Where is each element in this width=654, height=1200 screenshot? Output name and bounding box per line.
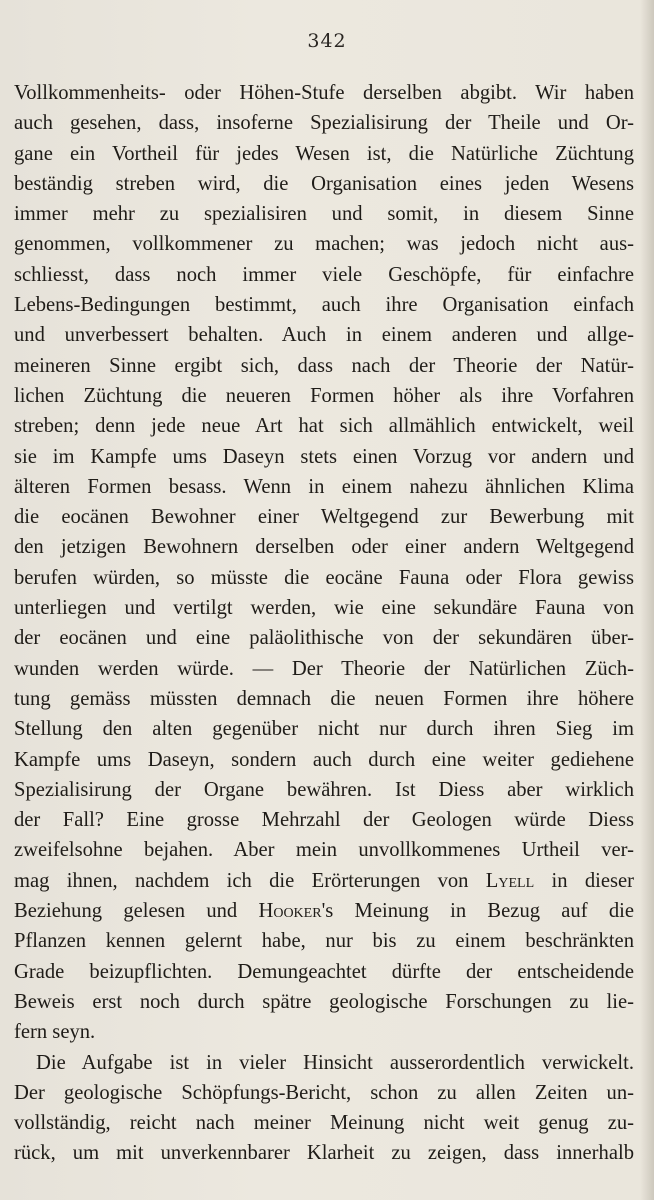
text-line: zweifelsohne bejahen. Aber mein unvollkommenes Urtheil ver- bbox=[14, 839, 634, 862]
text-line: der eocänen und eine paläolithische von der sekundären über- bbox=[14, 627, 634, 650]
text-line-paragraph-end: fern seyn. bbox=[14, 1021, 96, 1044]
text-fragment: mag ihnen, nachdem ich die Erörterungen von bbox=[14, 869, 486, 892]
text-line: Kampfe ums Daseyn, sondern auch durch eine weiter gediehene bbox=[14, 748, 634, 771]
text-line: Spezialisirung der Organe bewähren. Ist Diess aber wirklich bbox=[14, 778, 634, 801]
text-line: und unverbessert behalten. Auch in einem anderen und allge- bbox=[14, 324, 634, 347]
text-fragment: Beziehung gelesen und bbox=[14, 900, 259, 923]
text-line: wunden werden würde. — Der Theorie der Natürlichen Züch- bbox=[14, 657, 634, 680]
text-line: die eocänen Bewohner einer Weltgegend zur Bewerbung mit bbox=[14, 506, 634, 529]
text-line: älteren Formen besass. Wenn in einem nahezu ähnlichen Klima bbox=[14, 475, 634, 498]
text-line: sie im Kampfe ums Daseyn stets einen Vorzug vor andern und bbox=[14, 445, 634, 468]
text-line-paragraph-start: Die Aufgabe ist in vieler Hinsicht ausserordentlich verwickelt. bbox=[36, 1051, 634, 1074]
text-line: Beweis erst noch durch spätre geologische Forschungen zu lie- bbox=[14, 990, 634, 1013]
text-line: auch gesehen, dass, insoferne Spezialisirung der Theile und Or- bbox=[14, 112, 634, 135]
page-number: 342 bbox=[307, 30, 347, 52]
text-line: Lebens-Bedingungen bestimmt, auch ihre Organisation einfach bbox=[14, 294, 634, 317]
text-line: berufen würden, so müsste die eocäne Fauna oder Flora gewiss bbox=[14, 566, 634, 589]
text-line: streben; denn jede neue Art hat sich allmählich entwickelt, weil bbox=[14, 415, 634, 438]
text-line: Grade beizupflichten. Demungeachtet dürfte der entscheidende bbox=[14, 960, 634, 983]
text-line: vollständig, reicht nach meiner Meinung nicht weit genug zu- bbox=[14, 1112, 634, 1135]
author-name-lyell: Lyell bbox=[485, 869, 535, 892]
text-fragment: in dieser bbox=[534, 869, 634, 892]
text-line: schliesst, dass noch immer viele Geschöpfe, für einfachre bbox=[14, 263, 634, 286]
text-line: Stellung den alten gegenüber nicht nur durch ihren Sieg im bbox=[14, 718, 634, 741]
text-line: immer mehr zu spezialisiren und somit, in diesem Sinne bbox=[14, 203, 634, 226]
text-line: beständig streben wird, die Organisation eines jeden Wesens bbox=[14, 172, 634, 195]
text-line: gane ein Vortheil für jedes Wesen ist, die Natürliche Züchtung bbox=[14, 142, 634, 165]
text-line: rück, um mit unverkennbarer Klarheit zu zeigen, dass innerhalb bbox=[14, 1142, 634, 1165]
text-line: lichen Züchtung die neueren Formen höher als ihre Vorfahren bbox=[14, 384, 634, 407]
text-line: meineren Sinne ergibt sich, dass nach der Theorie der Natür- bbox=[14, 354, 634, 377]
text-line: genommen, vollkommener zu machen; was jedoch nicht aus- bbox=[14, 233, 634, 256]
text-line: der Fall? Eine grosse Mehrzahl der Geologen würde Diess bbox=[14, 809, 634, 832]
text-line: Der geologische Schöpfungs-Bericht, schon zu allen Zeiten un- bbox=[14, 1081, 634, 1104]
text-line: den jetzigen Bewohnern derselben oder einer andern Weltgegend bbox=[14, 536, 634, 559]
text-line: tung gemäss müssten demnach die neuen Formen ihre höhere bbox=[14, 687, 634, 710]
text-line: unterliegen und vertilgt werden, wie eine sekundäre Fauna von bbox=[14, 597, 634, 620]
text-line-hooker bbox=[14, 896, 634, 926]
text-fragment: 's Meinung in Bezug auf die bbox=[321, 900, 634, 923]
text-line: Vollkommenheits- oder Höhen-Stufe derselben abgibt. Wir haben bbox=[14, 82, 634, 104]
author-name-hooker: Hooker bbox=[258, 900, 322, 923]
text-line-lyell bbox=[14, 866, 634, 896]
text-line: Pflanzen kennen gelernt habe, nur bis zu einem beschränkten bbox=[14, 930, 634, 953]
body-text bbox=[14, 78, 634, 1169]
